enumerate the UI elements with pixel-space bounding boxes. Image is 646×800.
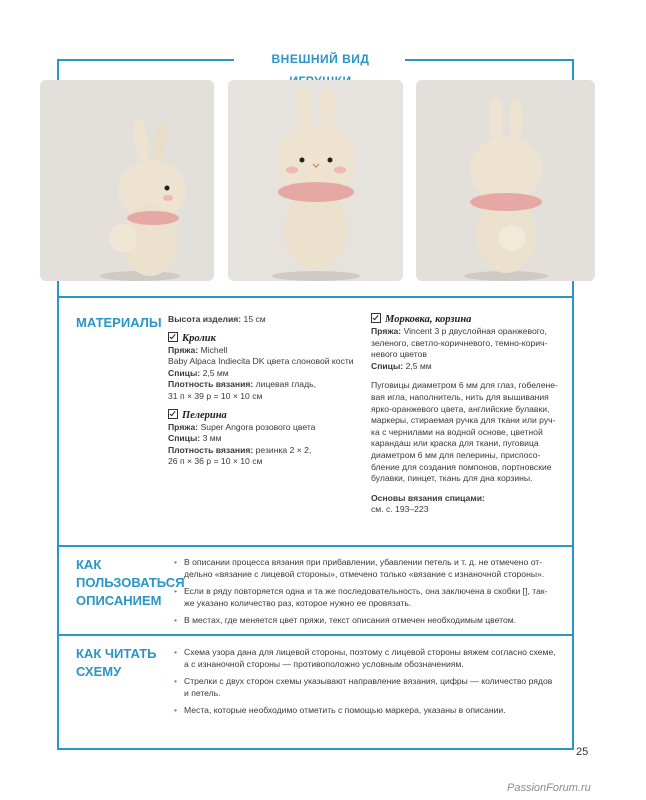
carrot-yarn-label: Пряжа: xyxy=(371,326,402,336)
divider-top xyxy=(58,296,574,298)
photo-bunny-back xyxy=(416,80,595,281)
photo-bunny-side xyxy=(40,80,214,281)
list-item-line: • В местах, где меняется цвет пряжи, текст описания отмечен необходимым цветом. xyxy=(184,615,517,625)
checkbox-icon xyxy=(168,332,178,342)
rabbit-yarn-value-1: Michell xyxy=(200,344,228,355)
cape-heading: Пелерина xyxy=(182,409,227,421)
list-item-line: • В описании процесса вязания при прибавлении, убавлении петель и т. д. не отмечено от- xyxy=(184,557,543,567)
rabbit-yarn-label: Пряжа: xyxy=(168,344,199,355)
cape-needles-label: Спицы: xyxy=(168,433,201,444)
cape-density-label: Плотность вязания: xyxy=(168,444,254,455)
rabbit-density-value-2: 31 п × 39 р = 10 × 10 см xyxy=(168,390,263,401)
rabbit-needles-value: 2,5 мм xyxy=(202,367,229,378)
list-item-line: же указано количество раз, которое нужно ее провязать. xyxy=(184,598,412,608)
rabbit-density-value-1: лицевая гладь, xyxy=(255,379,316,390)
checkbox-icon xyxy=(371,313,381,323)
list-item xyxy=(174,646,562,670)
list-item xyxy=(174,675,562,699)
rabbit-density-label: Плотность вязания: xyxy=(168,379,254,390)
bunny-front-photo xyxy=(228,80,403,281)
carrot-yarn-line-1: Vincent 3 р двуслойная оранжевого, xyxy=(403,326,547,336)
extras-line: ка с чернилами на водной основе, цветной xyxy=(371,426,543,437)
page-number: 25 xyxy=(576,746,589,758)
extras-line: ярко-оранжевого цвета, английские булавки, xyxy=(371,403,550,414)
how-to-use-list xyxy=(174,556,562,631)
size-label: Высота изделия: xyxy=(168,314,242,324)
carrot-needles-value: 2,5 мм xyxy=(405,360,432,371)
section-banner-title: ВНЕШНИЙ ВИД xyxy=(271,52,370,66)
basics-label: Основы вязания спицами: xyxy=(371,492,485,503)
carrot-yarn-line-3: невого цветов xyxy=(371,349,427,360)
list-item-line: и петель. xyxy=(184,688,221,698)
list-item-line: дельно «вязание с лицевой стороны», отмечено только «вязание с изнаночной стороны». xyxy=(184,569,545,579)
list-item xyxy=(174,614,562,626)
extras-line: карандаш или краска для ткани, пуговица xyxy=(371,438,539,449)
rabbit-heading-row xyxy=(168,332,358,345)
carrot-heading-row xyxy=(371,313,571,326)
carrot-yarn-line-2: зеленого, светло-коричневого, темно-корич- xyxy=(371,337,548,348)
materials-left-column xyxy=(168,314,358,468)
extras-line: бление для создания помпонов, портновские xyxy=(371,461,552,472)
watermark: PassionForum.ru xyxy=(507,782,591,794)
checkbox-icon xyxy=(168,409,178,419)
list-item xyxy=(174,704,562,716)
divider-how-to-read xyxy=(58,634,574,636)
list-item-line: • Места, которые необходимо отметить с помощью маркера, указаны в описании. xyxy=(184,705,506,715)
rabbit-yarn-value-2: Baby Alpaca Indiecita DK цвета слоновой кости xyxy=(168,356,354,367)
list-item-line: • Если в ряду повторяется одна и та же последовательность, она заключена в скобки [], так- xyxy=(184,586,548,596)
divider-how-to-use xyxy=(58,545,574,547)
carrot-needles-label: Спицы: xyxy=(371,360,404,371)
carrot-heading: Морковка, корзина xyxy=(385,314,472,325)
bunny-side-photo xyxy=(40,80,214,281)
extras-line: вая игла, наполнитель, нить для вышивания xyxy=(371,391,549,402)
how-to-use-title-line: ПОЛЬЗОВАТЬСЯ xyxy=(76,575,185,590)
list-item-line: • Стрелки с двух сторон схемы указывают направление вязания, цифры — количество рядов xyxy=(184,676,553,686)
cape-yarn-value: Super Angora розового цвета xyxy=(200,421,316,432)
cape-density-value-2: 26 п × 36 р = 10 × 10 см xyxy=(168,456,263,467)
photo-bunny-front xyxy=(228,80,403,281)
extras-line: маркеры, стираемая ручка для ткани или руч- xyxy=(371,415,556,426)
basics-value: см. с. 193–223 xyxy=(371,504,429,515)
materials-right-column xyxy=(371,313,571,516)
list-item-line: • Схема узора дана для лицевой стороны, поэтому с лицевой стороны вяжем согласно схеме, xyxy=(184,647,556,657)
bunny-back-photo xyxy=(416,80,595,281)
how-to-read-title xyxy=(76,645,157,681)
how-to-read-list xyxy=(174,646,562,721)
list-item xyxy=(174,556,562,580)
extras-paragraph xyxy=(371,380,571,484)
extras-line: булавки, пинцет, ткань для дна корзины. xyxy=(371,473,533,484)
cape-heading-row xyxy=(168,409,358,422)
extras-line: диаметром 6 мм для пелерины, приспосо- xyxy=(371,449,541,460)
how-to-read-title-line: СХЕМУ xyxy=(76,664,122,679)
how-to-use-title-line: КАК xyxy=(76,557,102,572)
cape-density-value-1: резинка 2 × 2, xyxy=(255,444,312,455)
cape-needles-value: 3 мм xyxy=(202,433,222,444)
how-to-read-title-line: КАК ЧИТАТЬ xyxy=(76,646,157,661)
rabbit-heading: Кролик xyxy=(182,332,216,344)
cape-yarn-label: Пряжа: xyxy=(168,421,199,432)
list-item xyxy=(174,585,562,609)
extras-line: Пуговицы диаметром 6 мм для глаз, гобелене- xyxy=(371,380,558,391)
size-value: 15 см xyxy=(243,314,266,324)
rabbit-needles-label: Спицы: xyxy=(168,367,201,378)
how-to-use-title-line: ОПИСАНИЕМ xyxy=(76,593,162,608)
list-item-line: а с изнаночной стороны — противоположно условным обозначениям. xyxy=(184,659,464,669)
materials-title: МАТЕРИАЛЫ xyxy=(76,315,162,330)
how-to-use-title xyxy=(76,556,185,610)
